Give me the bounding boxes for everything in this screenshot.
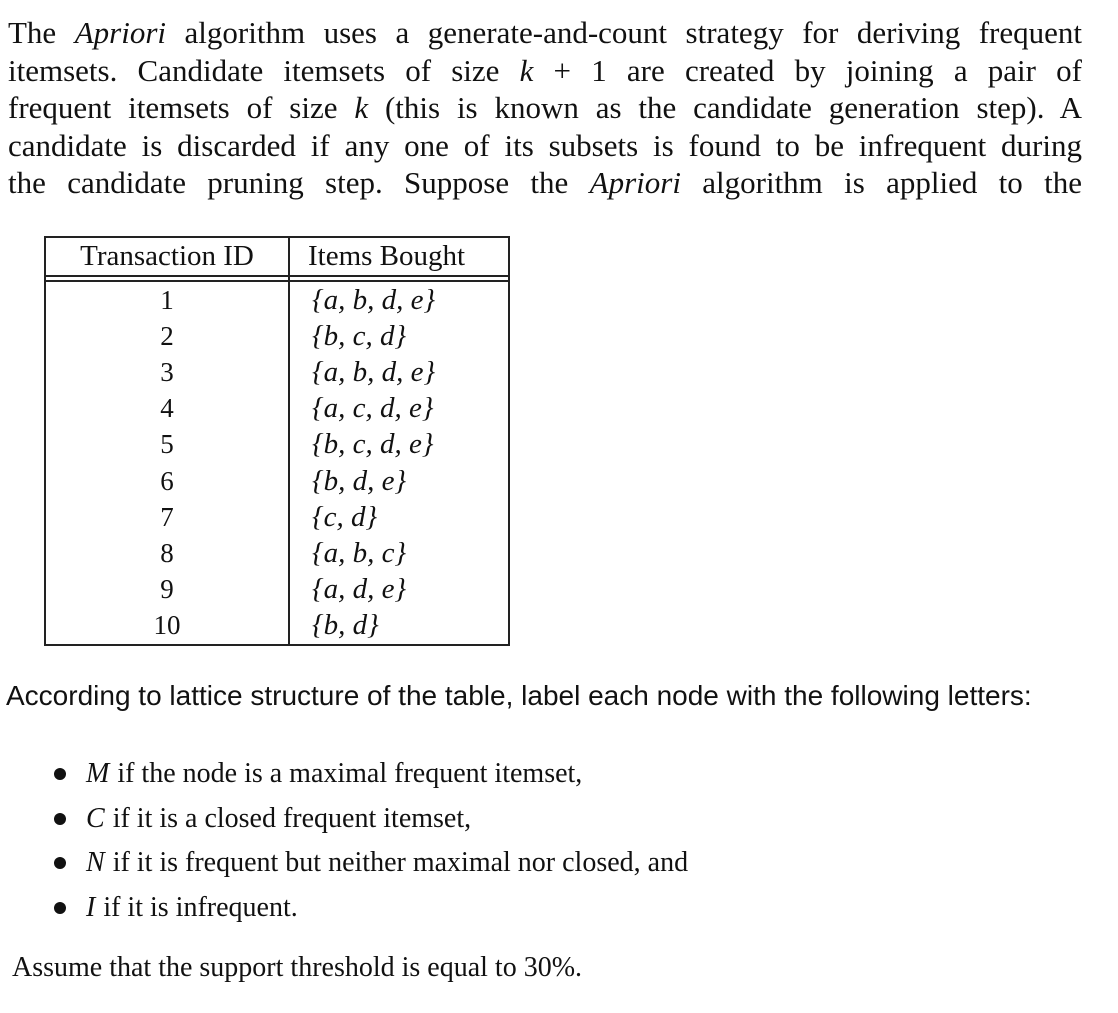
transaction-id-cell: 9	[45, 572, 289, 608]
label-item-i	[50, 886, 688, 931]
transaction-id-cell: 4	[45, 391, 289, 427]
header-items-bought: Items Bought	[289, 237, 509, 276]
math-term: Apriori	[74, 15, 167, 50]
items-bought-cell: {a, b, d, e}	[289, 281, 509, 318]
intro-line: frequent itemsets of size k (this is known as the candidate generation step). A	[8, 90, 1082, 125]
math-term: k	[519, 52, 534, 88]
bullet-icon	[54, 902, 66, 914]
items-bought-cell: {b, d, e}	[289, 463, 509, 499]
transaction-id-cell: 3	[45, 354, 289, 390]
items-bought-cell: {b, c, d}	[289, 318, 509, 354]
bullet-icon	[54, 768, 66, 780]
items-bought-cell: {a, b, c}	[289, 535, 509, 571]
label-description: if it is a closed frequent itemset,	[112, 802, 472, 834]
label-letter: N	[86, 847, 105, 878]
table-row	[45, 535, 509, 571]
table-row	[45, 391, 509, 427]
transaction-id-cell: 8	[45, 535, 289, 571]
table-row	[45, 463, 509, 499]
table-row	[45, 608, 509, 645]
intro-line: The Apriori algorithm uses a generate-and-count strategy for deriving frequent	[8, 15, 1082, 50]
table-header-row	[45, 237, 509, 276]
table-row	[45, 318, 509, 354]
label-description: if it is infrequent.	[103, 891, 298, 923]
items-bought-cell: {b, c, d, e}	[289, 427, 509, 463]
bullet-icon	[54, 857, 66, 869]
intro-line: candidate is discarded if any one of its subsets is found to be infrequent during	[8, 127, 1082, 163]
intro-paragraph	[8, 14, 1082, 202]
label-item-n	[50, 841, 688, 886]
label-letter: I	[86, 891, 96, 923]
transaction-table	[44, 236, 510, 646]
items-bought-cell: {c, d}	[289, 499, 509, 535]
label-description: if it is frequent but neither maximal nor closed, and	[112, 847, 689, 878]
math-term: Apriori	[589, 165, 681, 200]
items-bought-cell: {b, d}	[289, 608, 509, 645]
transaction-id-cell: 7	[45, 499, 289, 535]
table-row	[45, 354, 509, 390]
transaction-id-cell: 2	[45, 318, 289, 354]
items-bought-cell: {a, b, d, e}	[289, 354, 509, 390]
lattice-instruction: According to lattice structure of the table, label each node with the following letters:	[6, 680, 1032, 711]
support-threshold-note: Assume that the support threshold is equal to 30%.	[12, 952, 583, 983]
transaction-id-cell: 6	[45, 463, 289, 499]
intro-line: itemsets. Candidate itemsets of size k + 1 are created by joining a pair of	[8, 52, 1082, 88]
label-letter: C	[86, 802, 105, 834]
table-row	[45, 499, 509, 535]
transaction-id-cell: 1	[45, 281, 289, 318]
transaction-id-cell: 10	[45, 608, 289, 645]
label-item-m	[50, 752, 688, 797]
label-item-c	[50, 797, 688, 842]
header-transaction-id: Transaction ID	[45, 237, 289, 276]
table-row	[45, 281, 509, 318]
transaction-id-cell: 5	[45, 427, 289, 463]
label-description: if the node is a maximal frequent itemset,	[117, 758, 583, 789]
items-bought-cell: {a, c, d, e}	[289, 391, 509, 427]
math-term: k	[354, 90, 369, 125]
bullet-icon	[54, 813, 66, 825]
label-letter: M	[86, 758, 110, 789]
intro-line: the candidate pruning step. Suppose the Apriori algorithm is applied to the	[8, 165, 1082, 200]
items-bought-cell: {a, d, e}	[289, 572, 509, 608]
table-row	[45, 572, 509, 608]
table-row	[45, 427, 509, 463]
label-definition-list	[50, 752, 688, 930]
